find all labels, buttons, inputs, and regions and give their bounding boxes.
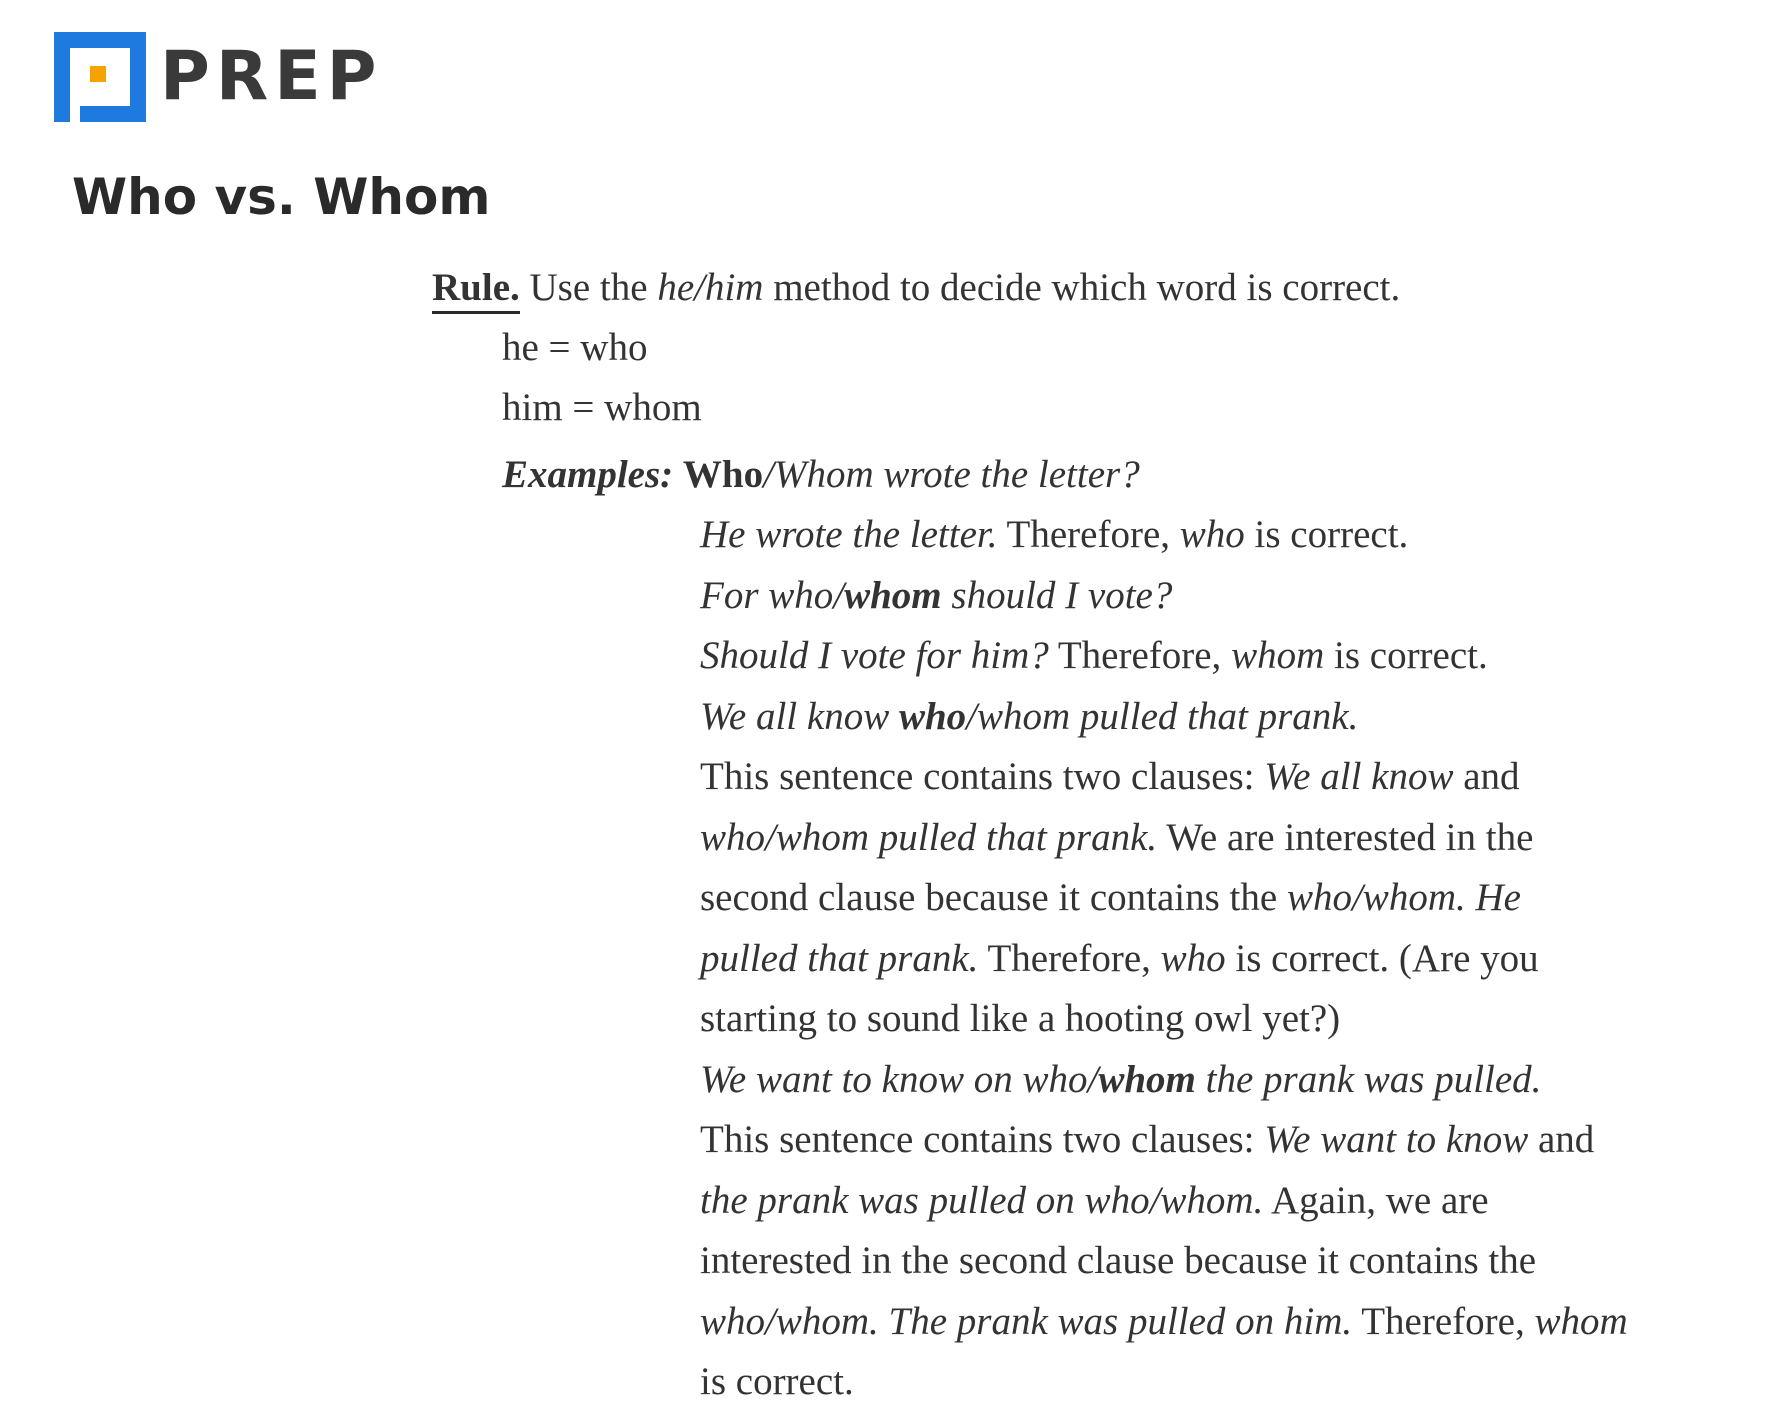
rule-line [432, 268, 1400, 307]
example-3-l4-end: is correct. (Are you [1235, 936, 1539, 980]
example-2-question [700, 573, 1740, 637]
example-3-line-2 [700, 815, 1740, 879]
prep-logo-icon [54, 32, 146, 122]
example-4-l1-end: and [1538, 1118, 1595, 1161]
rule-label: Rule. [432, 266, 520, 314]
example-4-question-end: the prank was pulled. [1205, 1057, 1542, 1101]
example-4-l4-word: whom [1534, 1299, 1628, 1343]
example-4-line-2 [700, 1178, 1740, 1242]
example-4-question [700, 1057, 1740, 1121]
example-3-line-5: starting to sound like a hooting owl yet?) [700, 997, 1341, 1040]
example-3-bold: who [898, 694, 967, 738]
examples-label: Examples: [502, 453, 674, 496]
example-4-line-5: is correct. [700, 1360, 854, 1403]
example-1-question-rest: /Whom wrote the letter? [763, 453, 1140, 496]
example-2-question-end: should I vote? [951, 573, 1173, 617]
example-3-question-end: /whom pulled that prank. [966, 694, 1359, 738]
example-4-l2-text: Again, we are [1270, 1178, 1489, 1222]
example-3-line-1 [700, 757, 1740, 818]
example-3-line-4 [700, 936, 1740, 1000]
example-3-l1-end: and [1463, 755, 1520, 798]
example-3-l2-text: We are interested in the [1166, 815, 1534, 859]
equation-him-whom: him = whom [502, 386, 702, 429]
example-3-l1-italic: We all know [1264, 755, 1454, 798]
example-1-bold: Who [682, 453, 764, 496]
example-4-l4-text: Therefore, [1361, 1299, 1525, 1343]
example-4-l1-text: This sentence contains two clauses: [700, 1118, 1255, 1161]
example-2-question-start: For who/ [700, 573, 845, 617]
example-3-l4-italic: pulled that prank. [700, 936, 979, 980]
example-4-line-3: interested in the second clause because it contains the [700, 1239, 1537, 1282]
example-3-l4-text: Therefore, [987, 936, 1151, 980]
example-2-answer-end: is correct. [1334, 634, 1488, 677]
prep-logo [54, 32, 383, 122]
example-3-l3-italic: who/whom. He [1286, 876, 1521, 919]
example-1-answer [700, 515, 1740, 576]
example-4-l2-italic: the prank was pulled on who/whom. [700, 1178, 1264, 1222]
example-4-line-1 [700, 1120, 1740, 1181]
example-2-bold: whom [844, 573, 942, 617]
example-1-question [502, 455, 1140, 494]
example-4-question-start: We want to know on who/ [700, 1057, 1099, 1101]
example-4-l1-italic: We want to know [1264, 1118, 1529, 1161]
examples-block [700, 515, 1740, 1423]
example-1-answer-text: Therefore, [1006, 513, 1171, 556]
example-1-answer-end: is correct. [1254, 513, 1409, 556]
rule-text: Use the [529, 266, 648, 309]
example-2-answer-word: whom [1231, 634, 1325, 677]
example-3-line-3 [700, 878, 1740, 939]
example-3-l2-italic: who/whom pulled that prank. [700, 815, 1158, 859]
example-4-l4-italic: who/whom. The prank was pulled on him. [700, 1299, 1353, 1343]
rule-text-italic: he/him [657, 266, 764, 309]
example-3-question-start: We all know [700, 694, 890, 738]
example-3-question [700, 694, 1740, 758]
example-2-answer [700, 636, 1740, 697]
example-3-l1-text: This sentence contains two clauses: [700, 755, 1255, 798]
page-title: Who vs. Whom [72, 168, 491, 226]
rule-text-end: method to decide which word is correct. [773, 266, 1401, 309]
equation-he-who: he = who [502, 326, 648, 369]
prep-logo-text: PREP [160, 37, 383, 116]
example-1-answer-italic: He wrote the letter. [700, 513, 998, 556]
example-1-answer-word: who [1179, 513, 1245, 556]
example-4-line-4 [700, 1299, 1740, 1363]
example-2-answer-italic: Should I vote for him? [700, 634, 1049, 677]
example-2-answer-text: Therefore, [1057, 634, 1222, 677]
example-4-bold: whom [1098, 1057, 1196, 1101]
example-3-l3-text: second clause because it contains the [700, 876, 1278, 919]
example-3-l4-word: who [1160, 936, 1226, 980]
